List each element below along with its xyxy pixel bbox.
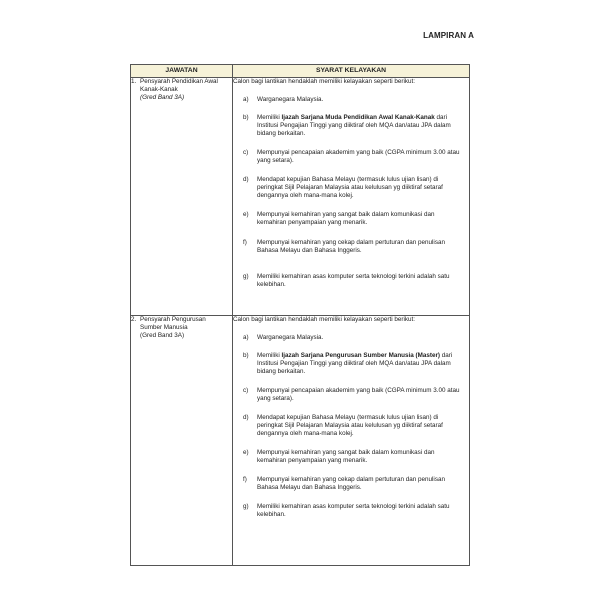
item-letter: c) bbox=[243, 387, 249, 394]
list-item bbox=[233, 96, 469, 104]
item-letter: g) bbox=[243, 273, 249, 280]
column-header-syarat: SYARAT KELAYAKAN bbox=[233, 65, 470, 78]
item-text: Mempunyai kemahiran yang cekap dalam pertuturan dan penulisan Bahasa Melayu dan Bahasa Inggeris. bbox=[257, 476, 445, 491]
list-item bbox=[233, 239, 469, 255]
item-text: Memiliki Ijazah Sarjana Pengurusan Sumber Manusia (Master) dari Institusi Pengajian Tinggi yang diiktiraf oleh MQA dan/atau JPA dalam bidang berkaitan. bbox=[257, 352, 453, 375]
degree-name: Ijazah Sarjana Pengurusan Sumber Manusia (Master) bbox=[281, 352, 441, 359]
list-item bbox=[233, 414, 469, 438]
list-item bbox=[233, 114, 469, 138]
qualification-table bbox=[130, 64, 470, 566]
list-item bbox=[233, 149, 469, 165]
requirements-cell bbox=[233, 316, 470, 566]
item-text: Memiliki kemahiran asas komputer serta teknologi terkini adalah satu kelebihan. bbox=[257, 273, 450, 288]
list-item bbox=[233, 476, 469, 492]
position-number: 2. bbox=[131, 316, 137, 323]
requirements-intro: Calon bagi lantikan hendaklah memiliki kelayakan seperti berikut: bbox=[233, 78, 416, 85]
list-item bbox=[233, 176, 469, 200]
list-item bbox=[233, 273, 469, 289]
position-cell bbox=[131, 78, 233, 316]
item-letter: f) bbox=[243, 476, 247, 483]
item-text: Mendapat kepujian Bahasa Melayu (termasuk lulus ujian lisan) di peringkat Sijil Pelajaran Malaysia atau kelulusan yg diiktiraf setaraf dengannya oleh mana-mana kolej. bbox=[257, 176, 443, 199]
position-grade: (Gred Band 3A) bbox=[140, 332, 185, 339]
list-item bbox=[233, 334, 469, 342]
item-text: Mempunyai kemahiran yang cekap dalam pertuturan dan penulisan Bahasa Melayu dan Bahasa Inggeris. bbox=[257, 239, 445, 254]
item-text: Mempunyai pencapaian akademim yang baik (CGPA minimum 3.00 atau yang setara). bbox=[257, 387, 460, 402]
position-title: Pensyarah Pengurusan Sumber Manusia bbox=[140, 316, 206, 331]
column-header-jawatan: JAWATAN bbox=[131, 65, 233, 78]
position-grade: (Gred Band 3A) bbox=[140, 94, 185, 101]
item-letter: a) bbox=[243, 334, 249, 341]
item-letter: e) bbox=[243, 449, 249, 456]
position-number: 1. bbox=[131, 78, 137, 85]
list-item bbox=[233, 503, 469, 519]
item-text: Mempunyai kemahiran yang sangat baik dalam komunikasi dan kemahiran penyampaian yang menarik. bbox=[257, 211, 435, 226]
item-text: Memiliki Ijazah Sarjana Muda Pendidikan Awal Kanak-Kanak dari Institusi Pengajian Tinggi yang diiktiraf oleh MQA dan/atau JPA dalam bidang berkaitan. bbox=[257, 114, 451, 137]
list-item bbox=[233, 352, 469, 376]
item-letter: e) bbox=[243, 211, 249, 218]
list-item bbox=[233, 387, 469, 403]
item-letter: d) bbox=[243, 176, 249, 183]
position-cell bbox=[131, 316, 233, 566]
item-text: Warganegara Malaysia. bbox=[257, 96, 324, 103]
item-text: Memiliki kemahiran asas komputer serta teknologi terkini adalah satu kelebihan. bbox=[257, 503, 450, 518]
list-item bbox=[233, 211, 469, 227]
degree-name: Ijazah Sarjana Muda Pendidikan Awal Kanak-Kanak bbox=[281, 114, 435, 121]
item-letter: b) bbox=[243, 352, 249, 359]
item-letter: a) bbox=[243, 96, 249, 103]
item-letter: g) bbox=[243, 503, 249, 510]
item-letter: b) bbox=[243, 114, 249, 121]
requirements-cell bbox=[233, 78, 470, 316]
item-text: Mendapat kepujian Bahasa Melayu (termasuk lulus ujian lisan) di peringkat Sijil Pelajaran Malaysia atau kelulusan yg diiktiraf setaraf dengannya oleh mana-mana kolej. bbox=[257, 414, 443, 437]
table-row bbox=[131, 316, 470, 566]
table-row bbox=[131, 78, 470, 316]
list-item bbox=[233, 449, 469, 465]
table-header-row bbox=[131, 65, 470, 78]
item-letter: f) bbox=[243, 239, 247, 246]
item-text: Mempunyai pencapaian akademim yang baik (CGPA minimum 3.00 atau yang setara). bbox=[257, 149, 460, 164]
item-letter: d) bbox=[243, 414, 249, 421]
position-title: Pensyarah Pendidikan Awal Kanak-Kanak bbox=[140, 78, 218, 93]
item-letter: c) bbox=[243, 149, 249, 156]
item-text: Warganegara Malaysia. bbox=[257, 334, 324, 341]
requirements-intro: Calon bagi lantikan hendaklah memiliki kelayakan seperti berikut: bbox=[233, 316, 416, 323]
appendix-label: LAMPIRAN A bbox=[423, 31, 474, 40]
item-text: Mempunyai kemahiran yang sangat baik dalam komunikasi dan kemahiran penyampaian yang menarik. bbox=[257, 449, 435, 464]
